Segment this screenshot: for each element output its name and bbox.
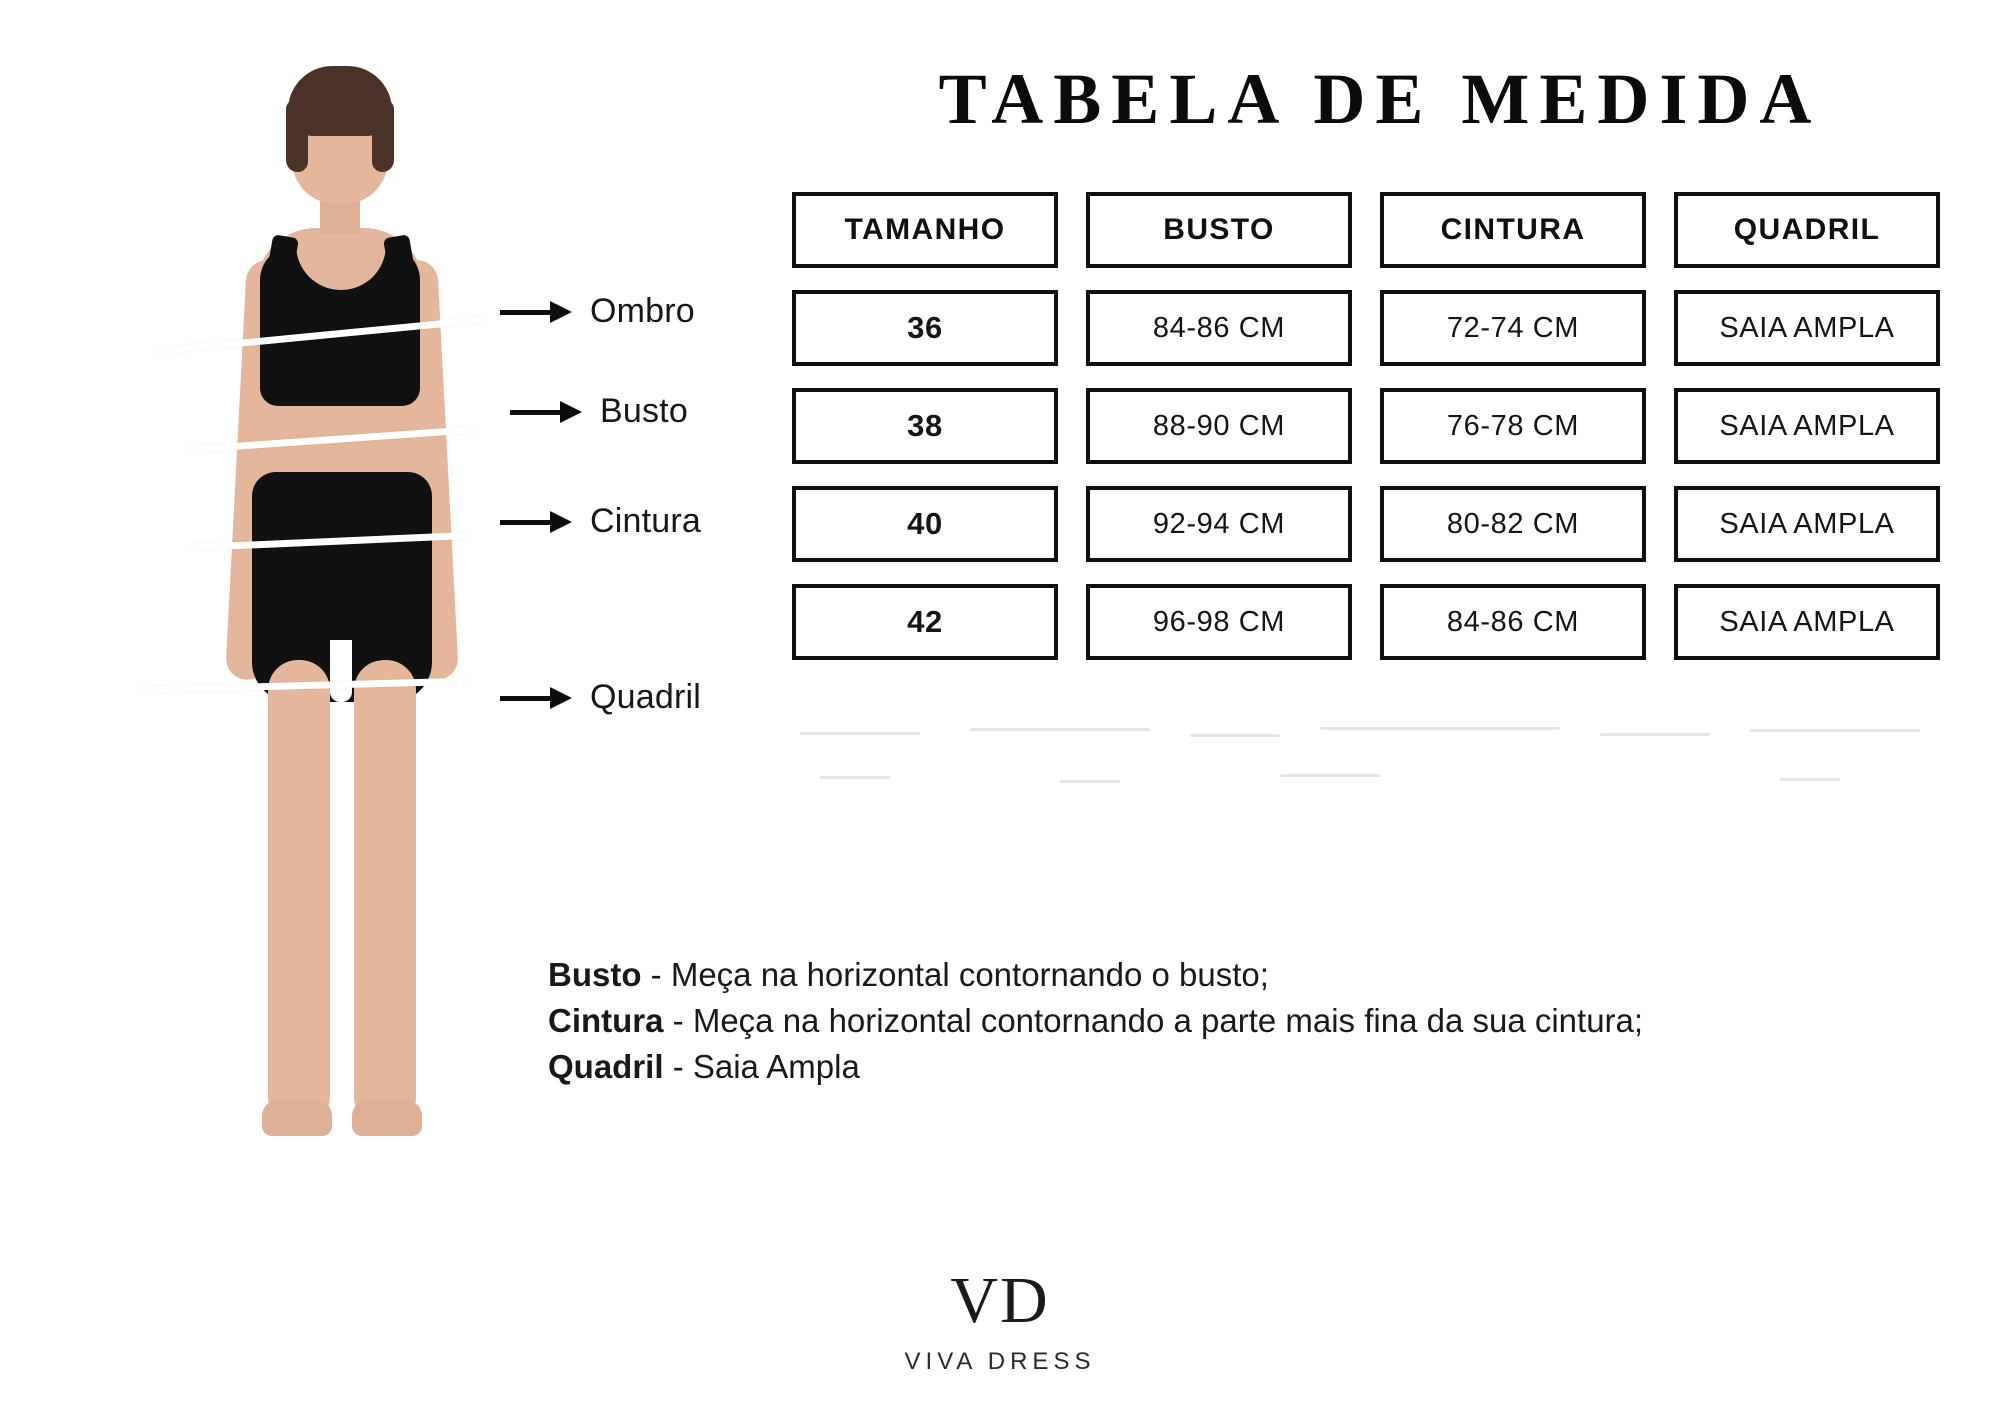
instruction-line-busto xyxy=(548,952,1968,998)
figure-foot-right xyxy=(352,1100,422,1136)
column-header-busto: BUSTO xyxy=(1086,192,1352,268)
cell-bust: 88-90 CM xyxy=(1086,388,1352,464)
callout-label: Quadril xyxy=(590,678,702,716)
figure-hair-right xyxy=(372,100,394,172)
table-row xyxy=(792,486,1940,562)
instruction-text: - Meça na horizontal contornando a parte mais fina da sua cintura; xyxy=(663,1002,1644,1040)
instruction-text: - Saia Ampla xyxy=(663,1048,860,1086)
figure-leg-left xyxy=(268,660,330,1120)
cell-size: 38 xyxy=(792,388,1058,464)
cell-hip: SAIA AMPLA xyxy=(1674,388,1940,464)
column-header-cintura: CINTURA xyxy=(1380,192,1646,268)
figure-shorts-gap xyxy=(330,640,352,702)
cell-bust: 92-94 CM xyxy=(1086,486,1352,562)
table-row xyxy=(792,584,1940,660)
cell-size: 42 xyxy=(792,584,1058,660)
model-photo xyxy=(140,60,540,1350)
instruction-term: Busto xyxy=(548,956,642,993)
cell-size: 40 xyxy=(792,486,1058,562)
instruction-text: - Meça na horizontal contornando o busto; xyxy=(641,956,1269,993)
table-header-row xyxy=(792,192,1940,268)
scan-artifact-band xyxy=(760,718,2000,888)
brand-name: VIVA DRESS xyxy=(904,1348,1096,1375)
instruction-term: Quadril xyxy=(548,1048,664,1086)
cell-bust: 84-86 CM xyxy=(1086,290,1352,366)
cell-waist: 76-78 CM xyxy=(1380,388,1646,464)
arrow-right-icon xyxy=(510,401,582,423)
callout-cintura xyxy=(500,502,701,541)
figure-leg-right xyxy=(354,660,416,1120)
callout-label: Cintura xyxy=(590,502,702,540)
table-row xyxy=(792,290,1940,366)
cell-hip: SAIA AMPLA xyxy=(1674,486,1940,562)
figure-foot-left xyxy=(262,1100,332,1136)
cell-size: 36 xyxy=(792,290,1058,366)
cell-waist: 84-86 CM xyxy=(1380,584,1646,660)
instruction-line-quadril xyxy=(548,1044,1968,1090)
callout-quadril xyxy=(500,678,701,717)
column-header-quadril: QUADRIL xyxy=(1674,192,1940,268)
cell-hip: SAIA AMPLA xyxy=(1674,290,1940,366)
callout-busto xyxy=(510,392,688,431)
brand-monogram: VD xyxy=(950,1264,1050,1337)
arrow-right-icon xyxy=(500,511,572,533)
column-header-tamanho: TAMANHO xyxy=(792,192,1058,268)
cell-hip: SAIA AMPLA xyxy=(1674,584,1940,660)
measurement-instructions xyxy=(548,952,1968,1091)
callout-label: Ombro xyxy=(590,292,695,330)
instruction-line-cintura xyxy=(548,998,1968,1044)
instruction-term: Cintura xyxy=(548,1002,664,1040)
arrow-right-icon xyxy=(500,301,572,323)
callout-label: Busto xyxy=(600,392,688,430)
model-figure-panel xyxy=(0,0,760,1414)
size-chart-table xyxy=(792,192,1940,682)
figure-hair-left xyxy=(286,100,308,172)
brand-logo xyxy=(0,1264,2000,1376)
page-title: TABELA DE MEDIDA xyxy=(938,59,1822,139)
cell-waist: 72-74 CM xyxy=(1380,290,1646,366)
cell-waist: 80-82 CM xyxy=(1380,486,1646,562)
arrow-right-icon xyxy=(500,687,572,709)
table-row xyxy=(792,388,1940,464)
cell-bust: 96-98 CM xyxy=(1086,584,1352,660)
callout-ombro xyxy=(500,292,695,331)
